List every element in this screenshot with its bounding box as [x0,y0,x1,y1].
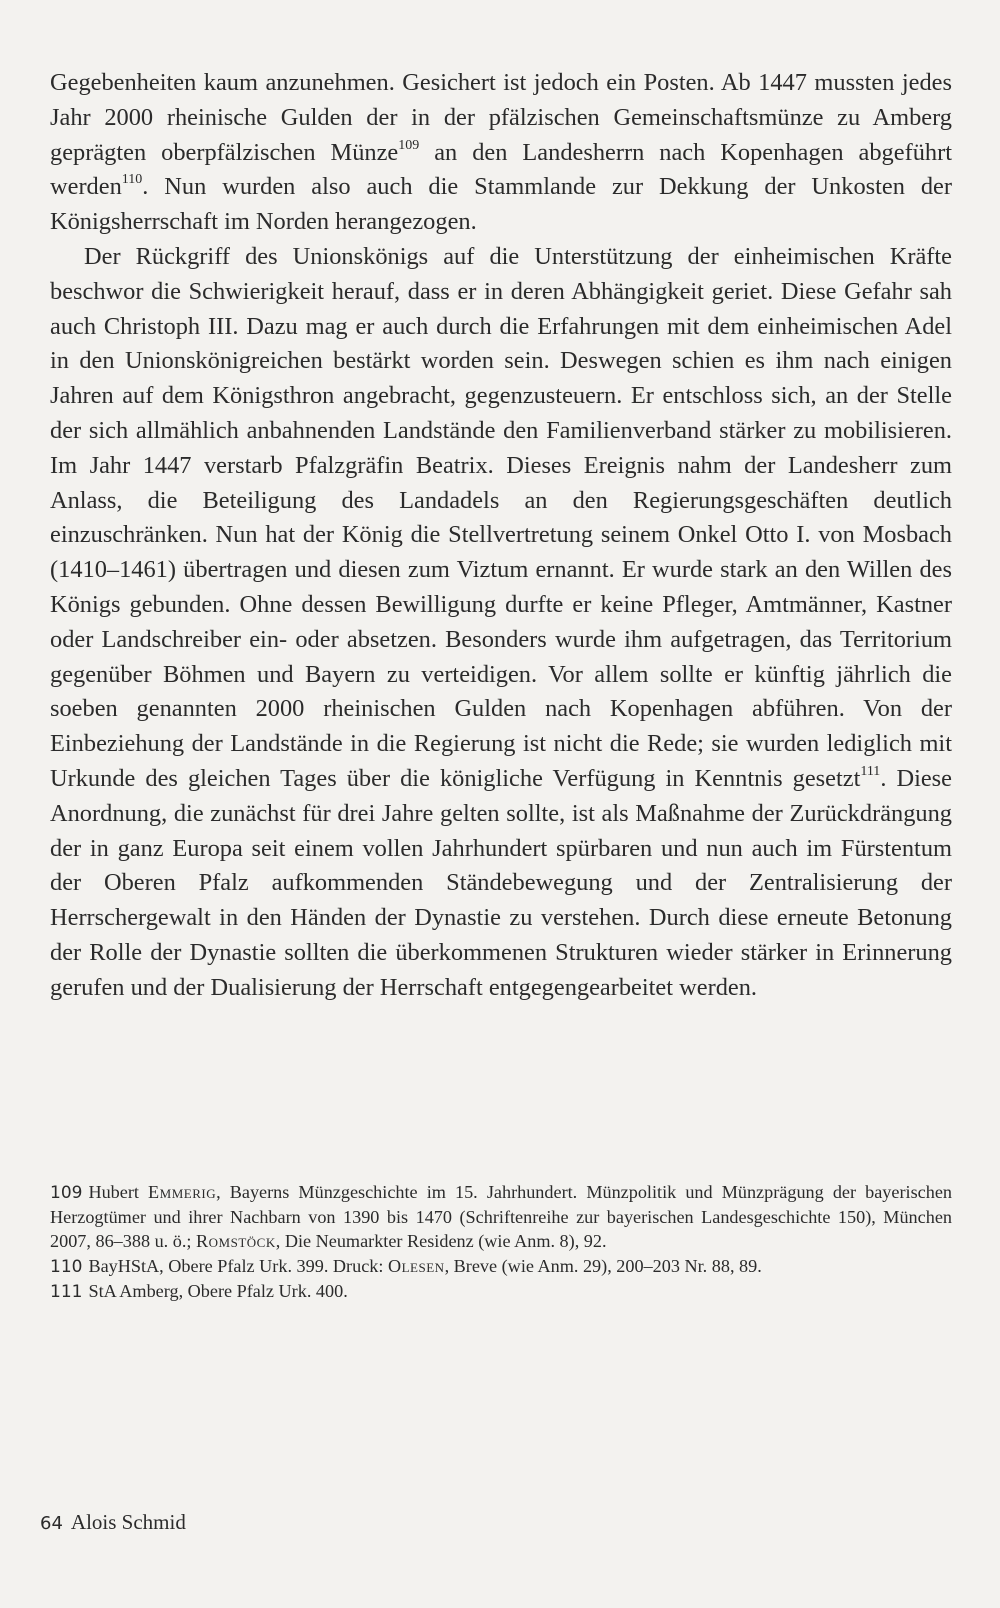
page-body [50,66,952,1006]
paragraph-2-part-1: Der Rückgriff des Unionskönigs auf die Unterstützung der einheimischen Kräfte beschwor die Schwierigkeit herauf, dass er in deren Abhängigkeit geriet. Diese Gefahr sah auch Christoph III. Dazu mag er auch durch die Erfahrungen mit dem einheimischen Adel in den Unionskönigreichen bestärkt worden sein. Deswegen schien es ihm nach einigen Jahren auf dem Königsthron angebracht, gegenzusteuern. Er entschloss sich, an der Stelle der sich allmählich anbahnenden Landstände den Familienverband stärker zu mobilisieren. Im Jahr 1447 verstarb Pfalzgräfin Beatrix. Dieses Ereignis nahm der Landesherr zum Anlass, die Beteiligung des Landadels an den Regierungsgeschäften deutlich einzuschränken. Nun hat der König die Stellvertretung seinem Onkel Otto I. von Mosbach (1410–1461) übertragen und diesen zum Viztum ernannt. Er wurde stark an den Willen des Königs gebunden. Ohne dessen Bewilligung durfte er keine Pfleger, Amtmänner, Kastner oder Landschreiber ein- oder absetzen. Besonders wurde ihm aufgetragen, das Territorium gegenüber Böhmen und Bayern zu verteidigen. Vor allem sollte er künftig jährlich die soeben genannten 2000 rheinischen Gulden nach Kopenhagen abführen. Von der Einbeziehung der Landstände in die Regierung ist nicht die Rede; sie wurden lediglich mit Urkunde des gleichen Tages über die königliche Verfügung in Kenntnis gesetzt [50,242,952,792]
footnote-ref-111[interactable]: 111 [860,763,881,779]
footnote-author: Olesen [387,1255,445,1276]
main-text [50,66,952,1006]
footnote-text: StA Amberg, Obere Pfalz Urk. 400. [88,1280,348,1301]
paragraph-1-part-1: Gegebenheiten kaum anzunehmen. Gesichert ist jedoch ein Posten. Ab 1447 mussten jedes Jahr 2000 rheinische Gulden der in der pfälzischen Gemeinschaftsmünze zu Amberg geprägten oberpfälzischen Münze [50,69,952,166]
footnote-text: , Breve (wie Anm. 29), 200–203 Nr. 88, 89. [444,1255,762,1276]
footnote-number: 110 [50,1256,83,1277]
footnote-text: , Bayerns Münzgeschichte im 15. Jahrhundert. Münzpolitik und Münzprägung der bayerischen Herzogtümer und ihrer Nachbarn von 1390 bis 1470 (Schriftenreihe zur bayerischen Landesgeschichte 150), München 2007, 86–388 u. ö.; [50,1182,952,1252]
page-footer [40,1510,186,1535]
footnote-ref-110[interactable]: 110 [121,172,143,188]
paragraph-1-part-3: . Nun wurden also auch die Stammlande zur Dekkung der Unkosten der Königsherrschaft im Norden herangezogen. [50,173,952,236]
page-number: 64 [40,1513,63,1534]
footnote-author: Romstöck [196,1231,276,1252]
footnote-text: , Die Neumarkter Residenz (wie Anm. 8), 92. [275,1231,607,1252]
footnote-author: Emmerig [148,1182,217,1202]
paragraph-1-part-2: an den Landesherrn nach Kopenhagen abgeführt werden [50,138,952,201]
paragraph-2-part-2: . Diese Anordnung, die zunächst für drei Jahre gelten sollte, ist als Maßnahme der Zurückdrängung der in ganz Europa seit einem vollen Jahrhundert spürbaren und nun auch im Fürstentum der Oberen Pfalz aufkommenden Ständebewegung und der Zentralisierung der Herrschergewalt in den Händen der Dynastie zu verstehen. Durch diese erneute Betonung der Rolle der Dynastie sollten die überkommenen Strukturen wieder stärker in Erinnerung gerufen und der Dualisierung der Herrschaft entgegengearbeitet werden. [50,764,952,1001]
footnote-111 [50,1279,952,1304]
running-author: Alois Schmid [70,1510,186,1534]
footnote-110 [50,1254,952,1279]
footnote-number: 111 [50,1281,83,1302]
footnote-number: 109 [50,1183,83,1203]
paragraph-2 [50,240,952,1006]
footnote-109 [50,1180,952,1254]
footnotes [50,1180,952,1304]
footnote-text: Hubert [88,1182,149,1202]
paragraph-1 [50,66,952,240]
footnote-text: BayHStA, Obere Pfalz Urk. 399. Druck: [88,1255,388,1276]
footnote-ref-109[interactable]: 109 [398,137,420,153]
